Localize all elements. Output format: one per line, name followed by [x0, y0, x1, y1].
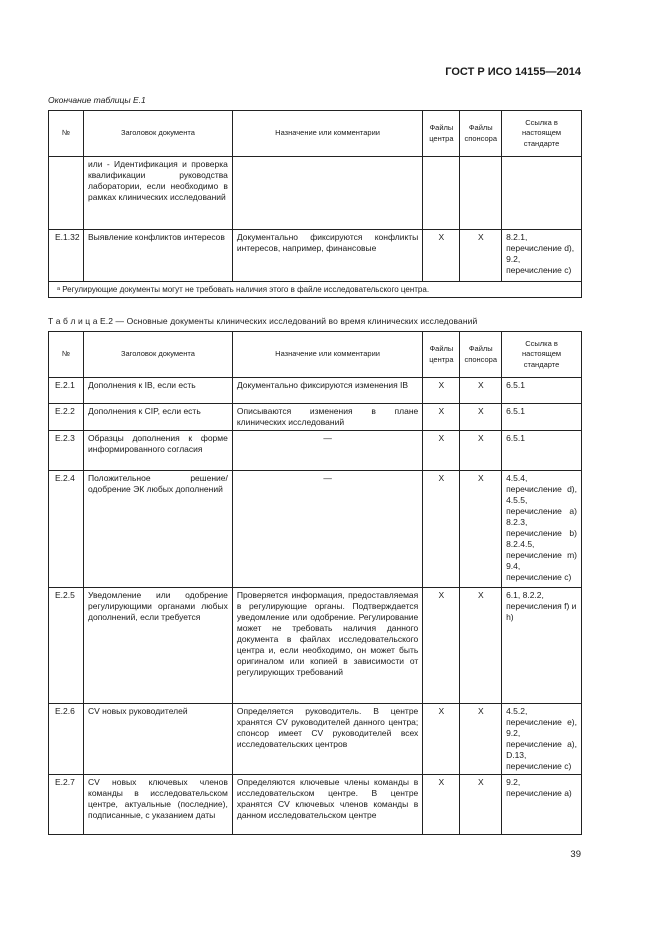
table-row: [49, 471, 582, 588]
row-num: E.2.7: [49, 775, 84, 835]
row-sponsor: X: [460, 230, 502, 282]
row-ref: [502, 157, 582, 230]
row-sponsor: X: [460, 775, 502, 835]
row-sponsor: X: [460, 704, 502, 775]
row-title: CV новых ключевых членов команды в исследовательском центре, актуальные (последние), подписанные, с указанием даты: [84, 775, 233, 835]
table-row: [49, 230, 582, 282]
row-center: X: [423, 431, 460, 471]
table-row: [49, 588, 582, 704]
table2-caption: Т а б л и ц а Е.2 — Основные документы клинических исследований во время клинических исследований: [48, 316, 478, 326]
col-header-ref: Ссылка в настоящем стандарте: [502, 111, 582, 157]
row-purpose: —: [232, 471, 422, 588]
row-purpose: Документально фиксируются изменения IB: [232, 378, 422, 404]
row-center: X: [423, 588, 460, 704]
page-number: 39: [570, 849, 581, 860]
standard-designation: ГОСТ Р ИСО 14155—2014: [445, 66, 581, 78]
row-purpose: —: [232, 431, 422, 471]
row-center: X: [423, 471, 460, 588]
row-ref: 4.5.4, перечисление d), 4.5.5, перечисление a) 8.2.3, перечисление b) 8.2.4.5, перечисление m) 9.4, перечисление с): [502, 471, 582, 588]
col-header-ref: Ссылка в настоящем стандарте: [502, 332, 582, 378]
col-header-num: №: [49, 111, 84, 157]
row-num: E.2.3: [49, 431, 84, 471]
row-center: X: [423, 775, 460, 835]
row-purpose: Определяется руководитель. В центре хранятся CV руководителей данного центра; спонсор имеет CV руководителей всех исследовательских центров: [232, 704, 422, 775]
row-center: X: [423, 378, 460, 404]
table-e1-end: [48, 110, 582, 298]
row-sponsor: X: [460, 588, 502, 704]
row-purpose: Проверяется информация, предоставляемая в регулирующие органы. Подтверждается уведомление или одобрение. Регулирование может не требовать наличия данного документа в файлах исследовательского центра и, если необходимо, он может быть оригиналом или копией в зависимости от регулирующих требований: [232, 588, 422, 704]
row-num: E.2.2: [49, 404, 84, 431]
row-num: E.1.32: [49, 230, 84, 282]
row-center: X: [423, 404, 460, 431]
row-ref: 6.5.1: [502, 404, 582, 431]
table-row: [49, 431, 582, 471]
row-center: [423, 157, 460, 230]
row-num: E.2.4: [49, 471, 84, 588]
table-row: [49, 378, 582, 404]
row-num: E.2.5: [49, 588, 84, 704]
row-center: X: [423, 230, 460, 282]
col-header-title: Заголовок документа: [84, 332, 233, 378]
row-num: E.2.6: [49, 704, 84, 775]
row-num: E.2.1: [49, 378, 84, 404]
table-e2: [48, 331, 582, 835]
table-row: [49, 157, 582, 230]
row-ref: 6.1, 8.2.2, перечисления f) и h): [502, 588, 582, 704]
table1-header-row: [49, 111, 582, 157]
row-sponsor: X: [460, 404, 502, 431]
table1-caption: Окончание таблицы Е.1: [48, 95, 146, 105]
row-sponsor: X: [460, 378, 502, 404]
row-sponsor: [460, 157, 502, 230]
footnote-row: [49, 282, 582, 298]
row-title: или - Идентификация и проверка квалификации руководства лаборатории, если необходимо в рамках клинических исследований: [84, 157, 233, 230]
row-ref: 9.2, перечисление a): [502, 775, 582, 835]
row-sponsor: X: [460, 471, 502, 588]
row-purpose: Описываются изменения в плане клинических исследований: [232, 404, 422, 431]
col-header-sponsor: Файлы спонсора: [460, 111, 502, 157]
col-header-center: Файлы центра: [423, 332, 460, 378]
col-header-title: Заголовок документа: [84, 111, 233, 157]
table-row: [49, 775, 582, 835]
row-title: Дополнения к CIP, если есть: [84, 404, 233, 431]
row-center: X: [423, 704, 460, 775]
table-row: [49, 704, 582, 775]
col-header-sponsor: Файлы спонсора: [460, 332, 502, 378]
table1-footnote: ᵃ Регулирующие документы могут не требовать наличия этого в файле исследовательского центра.: [49, 282, 582, 298]
row-purpose: Документально фиксируются конфликты интересов, например, финансовые: [232, 230, 422, 282]
row-ref: 8.2.1, перечисление d), 9.2, перечисление с): [502, 230, 582, 282]
row-title: Выявление конфликтов интересов: [84, 230, 233, 282]
row-title: Образцы дополнения к форме информированного согласия: [84, 431, 233, 471]
col-header-center: Файлы центра: [423, 111, 460, 157]
col-header-purpose: Назначение или комментарии: [232, 111, 422, 157]
col-header-num: №: [49, 332, 84, 378]
row-sponsor: X: [460, 431, 502, 471]
row-purpose: Определяются ключевые члены команды в исследовательском центре. В центре хранятся CV ключевых членов команды в данном исследовательском центре: [232, 775, 422, 835]
row-ref: 4.5.2, перечисление e), 9.2, перечисление a), D.13, перечисление с): [502, 704, 582, 775]
row-title: Положительное решение/ одобрение ЭК любых дополнений: [84, 471, 233, 588]
row-title: Уведомление или одобрение регулирующими органами любых дополнений, если требуется: [84, 588, 233, 704]
row-ref: 6.5.1: [502, 431, 582, 471]
row-title: Дополнения к IB, если есть: [84, 378, 233, 404]
row-num: [49, 157, 84, 230]
table2-header-row: [49, 332, 582, 378]
table-row: [49, 404, 582, 431]
row-title: CV новых руководителей: [84, 704, 233, 775]
row-purpose: [232, 157, 422, 230]
col-header-purpose: Назначение или комментарии: [232, 332, 422, 378]
row-ref: 6.5.1: [502, 378, 582, 404]
